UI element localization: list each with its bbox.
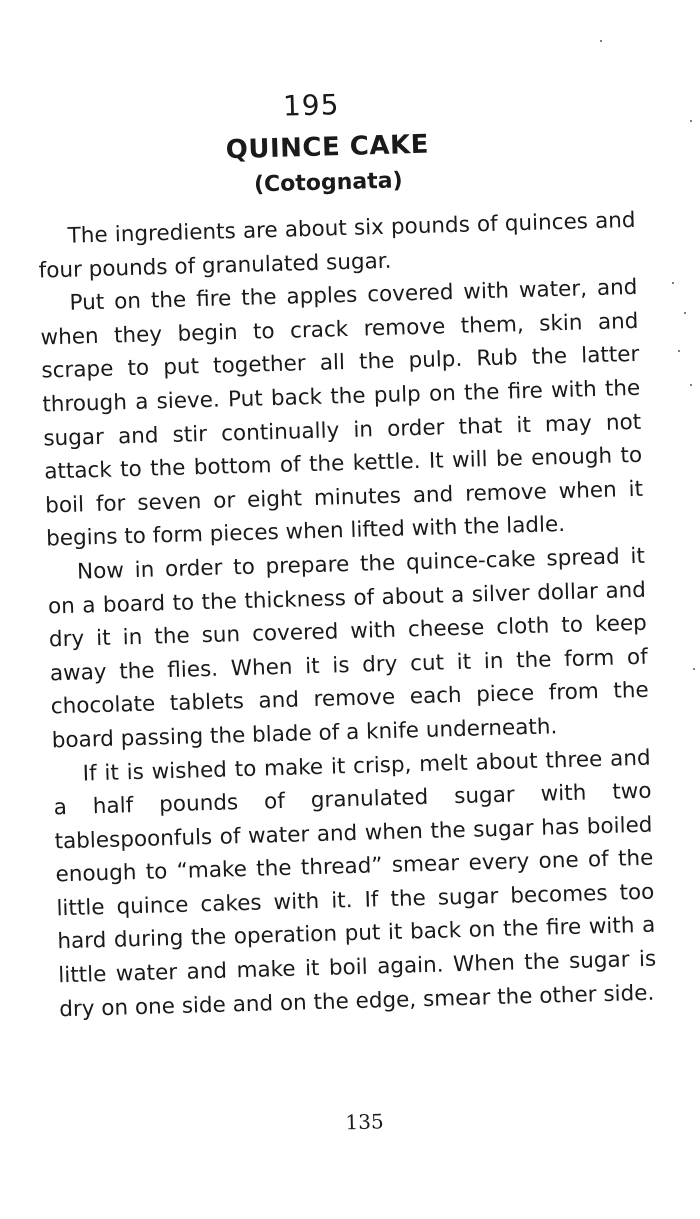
paragraph-ingredients: The ingredients are about six pounds of quinces and four pounds of granulated sugar.	[38, 207, 636, 284]
scan-speck	[678, 350, 680, 352]
recipe-body	[37, 204, 657, 1027]
paragraph-cooking: Put on the fire the apples covered with water, and when they begin to crack remove them, skin and scrape to put together all the pulp. Rub the latter through a sieve. Put back the pulp on the fire with the sugar and stir continually in order that it may not attack to the bottom of the kettle. It will be enough to boil for seven or eight minutes and remove when it begins to form pieces when lifted with the ladle.	[40, 275, 644, 552]
recipe-title: QUINCE CAKE	[225, 129, 430, 166]
scan-speck	[684, 312, 686, 314]
recipe-subtitle: (Cotognata)	[253, 168, 403, 198]
paragraph-drying: Now in order to prepare the quince-cake spread it on a board to the thickness of about a silver dollar and dry it in the sun covered with cheese cloth to keep away the flies. When it is dry cut it in the form of chocolate tablets and remove each piece from the board passing the blade of a knife underneath.	[47, 543, 649, 754]
scan-speck	[672, 282, 674, 284]
scan-speck	[600, 40, 602, 42]
scan-speck	[690, 384, 692, 386]
recipe-number: 195	[282, 88, 340, 123]
scan-speck	[693, 668, 695, 670]
page-number: 135	[345, 1109, 384, 1135]
paragraph-crisping: If it is wished to make it crisp, melt about three and a half pounds of granulated sugar with two tablespoonfuls of water and when the sugar has boiled enough to “make the thread” smear every one of the little quince cakes with it. If the sugar becomes too hard during the operation put it back on the fire with a little water and make it boil again. When the sugar is dry on one side and on the edge, smear the other side.	[53, 745, 657, 1022]
scan-speck	[690, 120, 692, 122]
